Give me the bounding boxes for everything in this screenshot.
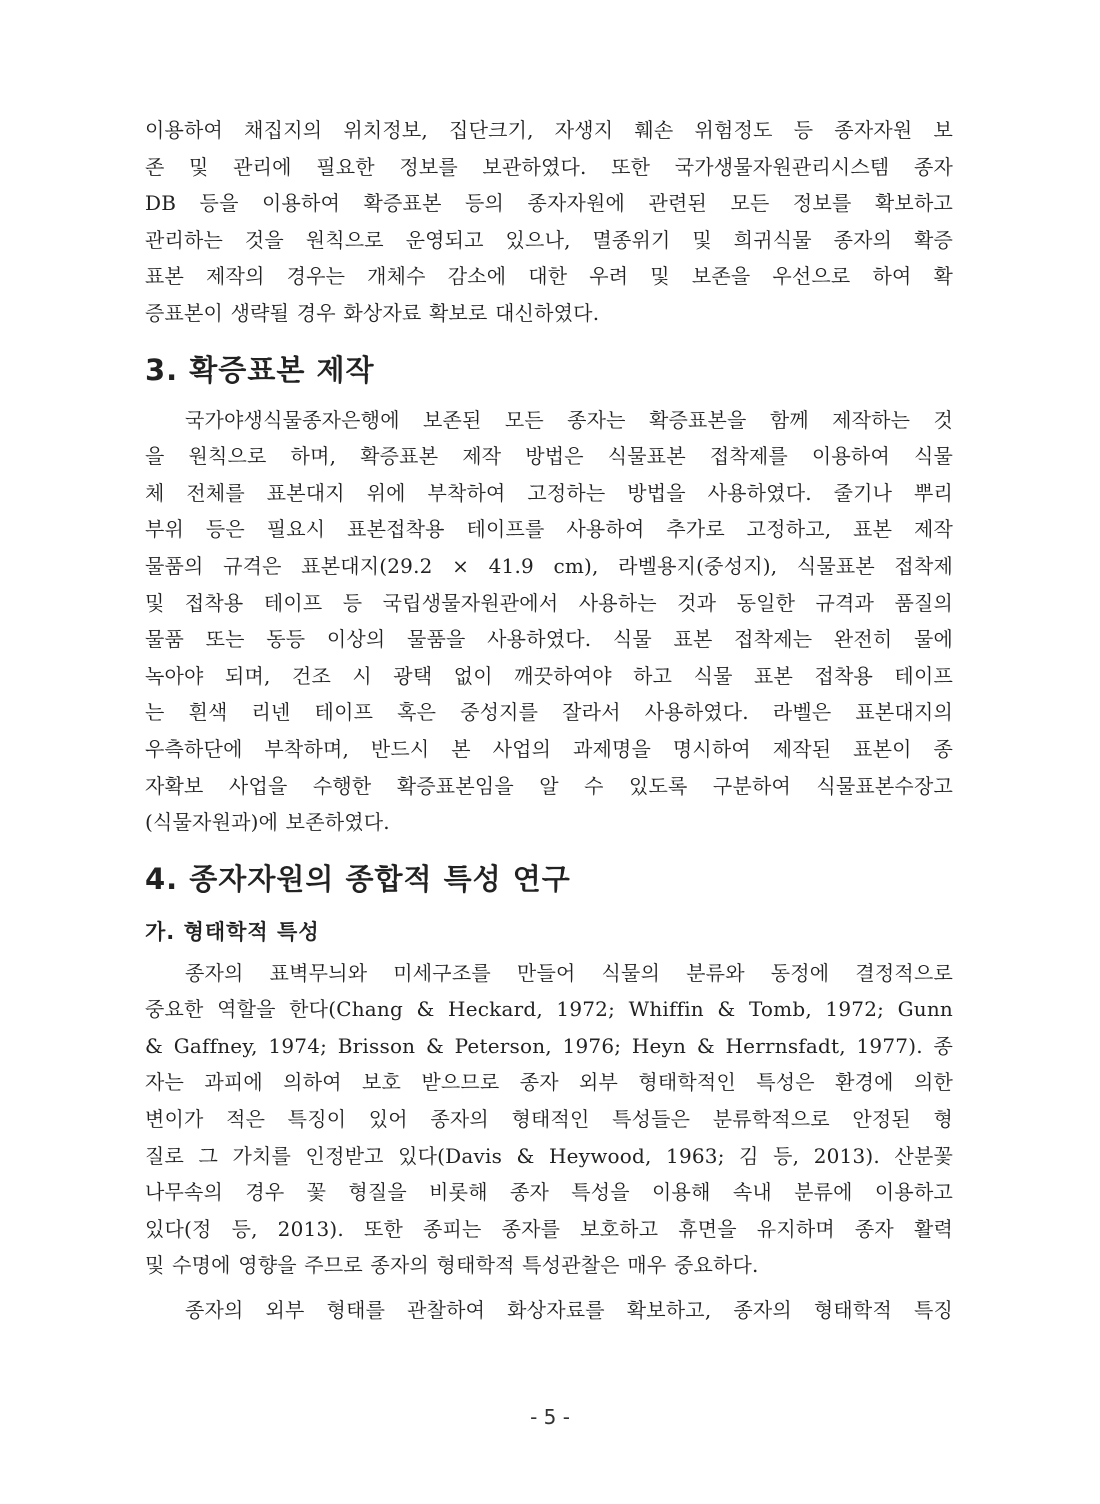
intro-line: 표본 제작의 경우는 개체수 감소에 대한 우려 및 보존을 우선으로 하여 확: [145, 264, 953, 289]
section-3-paragraph: [145, 402, 953, 841]
subsection-paragraph-1: [145, 955, 953, 1284]
subsection-line: 나무속의 경우 꽃 형질을 비롯해 종자 특성을 이용해 속내 분류에 이용하고: [145, 1180, 953, 1205]
subsection-line: 있다(정 등, 2013). 또한 종피는 종자를 보호하고 휴면을 유지하며 종자 활력: [145, 1216, 953, 1241]
section-3-line: 부위 등은 필요시 표본접착용 테이프를 사용하여 추가로 고정하고, 표본 제작: [145, 517, 953, 542]
intro-line: DB 등을 이용하여 확증표본 등의 종자자원에 관련된 모든 정보를 확보하고: [145, 191, 953, 216]
intro-line: 증표본이 생략될 경우 화상자료 확보로 대신하였다.: [145, 300, 600, 325]
subsection-line: 질로 그 가치를 인정받고 있다(Davis & Heywood, 1963; 김 등, 2013). 산분꽃: [145, 1143, 953, 1168]
section-3-line: 우측하단에 부착하며, 반드시 본 사업의 과제명을 명시하여 제작된 표본이 종: [145, 736, 953, 761]
intro-paragraph: [145, 112, 953, 332]
subsection-line: 및 수명에 영향을 주므로 종자의 형태학적 특성관찰은 매우 중요하다.: [145, 1253, 759, 1278]
section-3-line: 체 전체를 표본대지 위에 부착하여 고정하는 방법을 사용하였다. 줄기나 뿌리: [145, 480, 953, 505]
section-3-line: 국가야생식물종자은행에 보존된 모든 종자는 확증표본을 함께 제작하는 것: [185, 407, 953, 432]
subsection-line: 종자의 표벽무늬와 미세구조를 만들어 식물의 분류와 동정에 결정적으로: [185, 960, 953, 985]
subsection-line: 자는 과피에 의하여 보호 받으므로 종자 외부 형태학적인 특성은 환경에 의한: [145, 1070, 953, 1095]
page-number: - 5 -: [530, 1405, 570, 1429]
intro-line: 관리하는 것을 원칙으로 운영되고 있으나, 멸종위기 및 희귀식물 종자의 확증: [145, 227, 953, 252]
subsection-line: 변이가 적은 특징이 있어 종자의 형태적인 특성들은 분류학적으로 안정된 형: [145, 1107, 953, 1132]
section-3-line: 을 원칙으로 하며, 확증표본 제작 방법은 식물표본 접착제를 이용하여 식물: [145, 444, 953, 469]
subsection-line: & Gaffney, 1974; Brisson & Peterson, 1976; Heyn & Herrnsfadt, 1977). 종: [145, 1033, 953, 1058]
paragraph-gap: [145, 1284, 953, 1292]
subsection-paragraph-2: [145, 1292, 953, 1329]
section-3-line: 녹아야 되며, 건조 시 광택 없이 깨끗하여야 하고 식물 표본 접착용 테이프: [145, 663, 953, 688]
page-content: [145, 112, 953, 1329]
section-3-line: 자확보 사업을 수행한 확증표본임을 알 수 있도록 구분하여 식물표본수장고: [145, 773, 953, 798]
intro-line: 이용하여 채집지의 위치정보, 집단크기, 자생지 훼손 위험정도 등 종자자원 보: [145, 118, 953, 142]
section-3-heading: 3. 확증표본 제작: [145, 352, 375, 387]
section-3-line: 물품의 규격은 표본대지(29.2 × 41.9 cm), 라벨용지(중성지), 식물표본 접착제: [145, 553, 953, 578]
subsection-heading: 가. 형태학적 특성: [145, 919, 320, 944]
subsection-line: 중요한 역할을 한다(Chang & Heckard, 1972; Whiffin & Tomb, 1972; Gunn: [145, 997, 953, 1022]
subsection-line: 종자의 외부 형태를 관찰하여 화상자료를 확보하고, 종자의 형태학적 특징: [185, 1298, 953, 1323]
section-4-heading: 4. 종자자원의 종합적 특성 연구: [145, 861, 571, 896]
section-3-line: 및 접착용 테이프 등 국립생물자원관에서 사용하는 것과 동일한 규격과 품질의: [145, 590, 953, 615]
intro-line: 존 및 관리에 필요한 정보를 보관하였다. 또한 국가생물자원관리시스템 종자: [145, 154, 953, 179]
section-3-line: 물품 또는 동등 이상의 물품을 사용하였다. 식물 표본 접착제는 완전히 물에: [145, 627, 953, 652]
section-3-line: (식물자원과)에 보존하였다.: [145, 810, 390, 835]
section-3-line: 는 흰색 리넨 테이프 혹은 중성지를 잘라서 사용하였다. 라벨은 표본대지의: [145, 700, 953, 725]
